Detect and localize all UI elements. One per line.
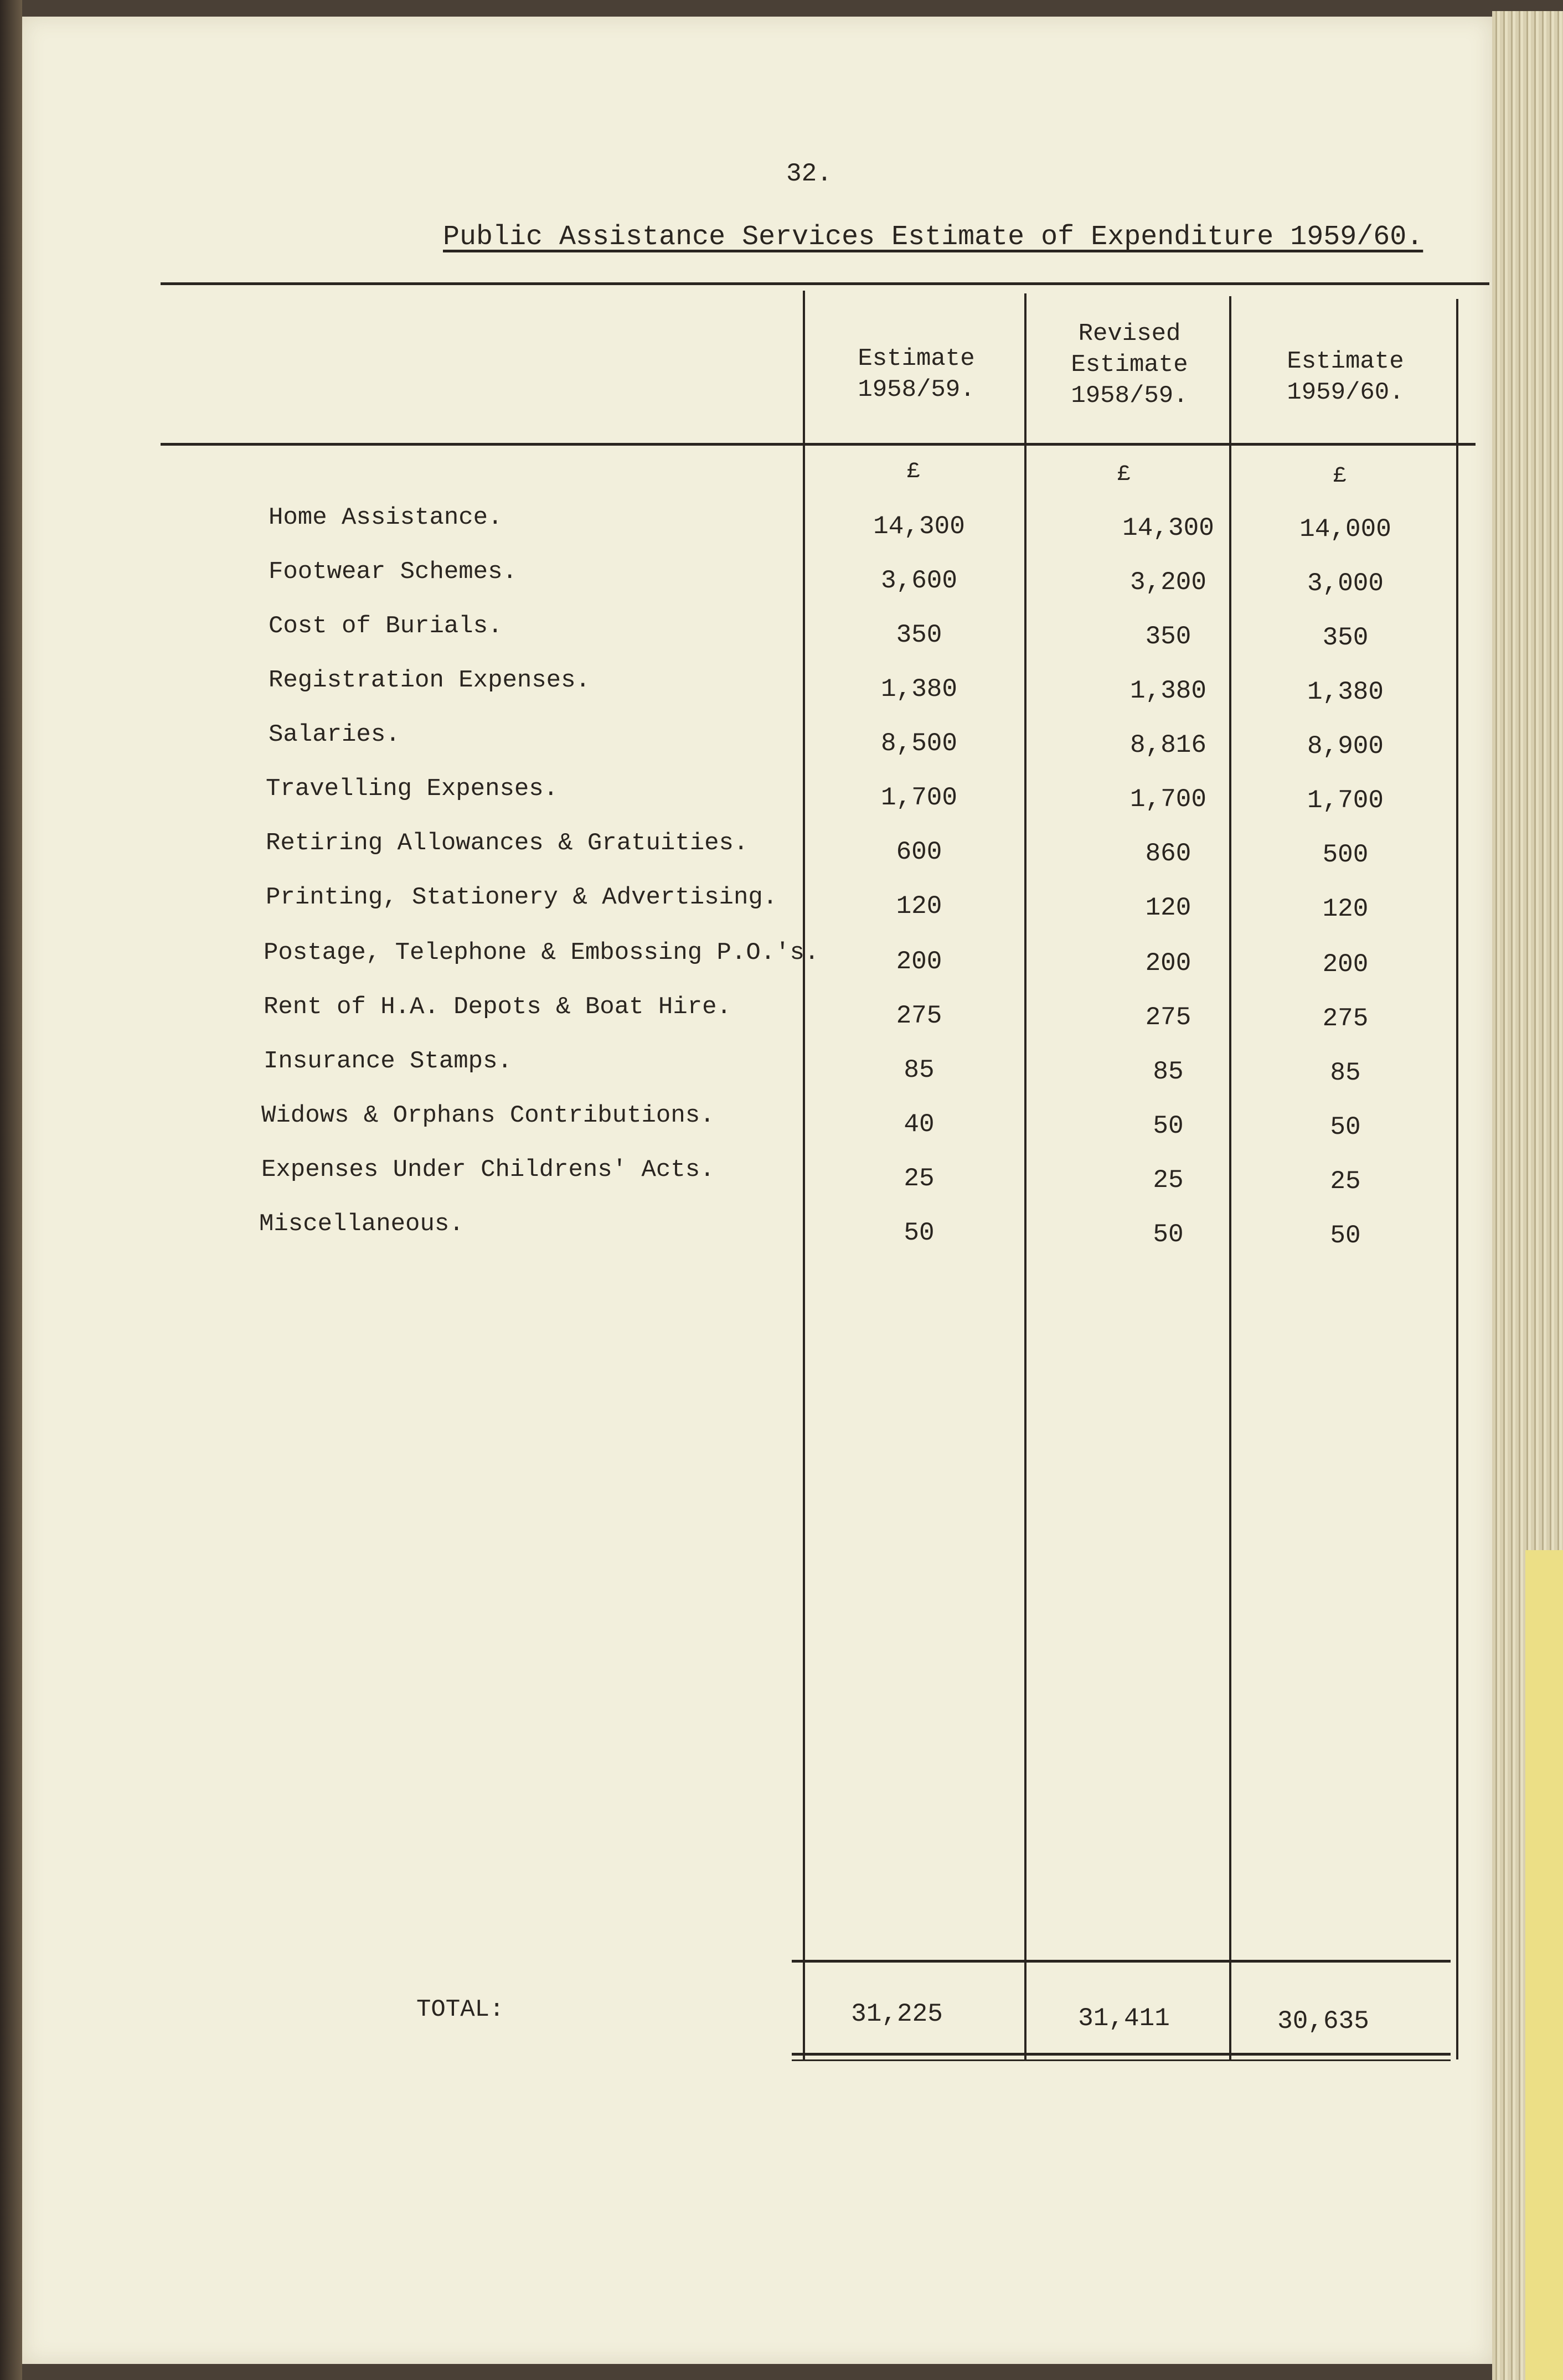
cell-value: 1,380: [880, 675, 958, 704]
column-divider-4: [1456, 299, 1458, 2059]
cell-value: 600: [896, 838, 942, 866]
cell-value: 25: [1330, 1167, 1361, 1196]
total-top-rule: [792, 1960, 1451, 1963]
cell-value: 50: [904, 1219, 935, 1247]
cell-value: 50: [1330, 1113, 1361, 1142]
cell-value: 50: [1330, 1221, 1361, 1250]
cell-value: 8,816: [1129, 731, 1207, 760]
cell-value: 120: [1322, 895, 1369, 923]
cell-value: 275: [896, 1001, 942, 1030]
header-bottom-rule: [161, 443, 1476, 446]
cell-value: 1,380: [1307, 678, 1384, 706]
total-label: TOTAL:: [416, 1996, 504, 2023]
cell-value: 50: [1153, 1220, 1184, 1249]
page-number: 32.: [786, 159, 832, 188]
total-value: 30,635: [1277, 2007, 1369, 2036]
cell-value: 860: [1145, 839, 1191, 868]
cell-value: 350: [896, 621, 942, 649]
cell-value: 1,700: [1129, 785, 1207, 814]
row-label: Printing, Stationery & Advertising.: [266, 884, 778, 911]
cell-value: 8,900: [1307, 732, 1384, 761]
cell-value: 200: [1322, 950, 1369, 979]
row-label: Insurance Stamps.: [264, 1047, 512, 1075]
currency-unit: £: [1333, 464, 1347, 489]
cell-value: 25: [1153, 1166, 1184, 1195]
cell-value: 1,700: [880, 783, 958, 812]
cell-value: 25: [904, 1164, 935, 1193]
currency-unit: £: [906, 460, 920, 484]
document-page: [22, 17, 1492, 2364]
row-label: Widows & Orphans Contributions.: [261, 1102, 715, 1129]
column-header: Revised Estimate 1958/59.: [1071, 320, 1188, 410]
column-divider-1: [803, 291, 805, 2059]
cell-value: 1,380: [1129, 677, 1207, 705]
currency-unit: £: [1117, 462, 1131, 487]
yellow-tab: [1525, 1550, 1563, 2380]
cell-value: 14,000: [1299, 515, 1391, 544]
cell-value: 14,300: [873, 512, 965, 541]
cell-value: 85: [904, 1056, 935, 1085]
total-bottom-rule: [792, 2053, 1451, 2056]
cell-value: 500: [1322, 840, 1369, 869]
cell-value: 85: [1153, 1057, 1184, 1086]
cell-value: 120: [1145, 894, 1191, 922]
cell-value: 350: [1322, 623, 1369, 652]
row-label: Salaries.: [269, 721, 400, 748]
column-header: Estimate 1958/59.: [858, 345, 975, 404]
cell-value: 40: [904, 1110, 935, 1139]
total-value: 31,411: [1078, 2004, 1170, 2033]
row-label: Home Assistance.: [269, 504, 503, 531]
row-label: Expenses Under Childrens' Acts.: [261, 1156, 715, 1184]
binding-edge: [0, 0, 22, 2380]
cell-value: 3,600: [880, 566, 958, 595]
total-double-rule: [792, 2059, 1451, 2061]
row-label: Cost of Burials.: [269, 612, 503, 640]
cell-value: 275: [1322, 1004, 1369, 1033]
row-label: Miscellaneous.: [259, 1210, 464, 1238]
cell-value: 3,000: [1307, 569, 1384, 598]
row-label: Travelling Expenses.: [266, 775, 559, 803]
row-label: Postage, Telephone & Embossing P.O.'s.: [264, 939, 819, 967]
row-label: Footwear Schemes.: [269, 558, 517, 586]
page-title: Public Assistance Services Estimate of Expenditure 1959/60.: [443, 221, 1423, 253]
cell-value: 3,200: [1129, 568, 1207, 597]
total-value: 31,225: [851, 2000, 943, 2028]
cell-value: 275: [1145, 1003, 1191, 1032]
column-divider-2: [1024, 293, 1026, 2059]
row-label: Retiring Allowances & Gratuities.: [266, 829, 749, 857]
row-label: Registration Expenses.: [269, 667, 590, 694]
table-top-rule: [161, 282, 1489, 285]
cell-value: 14,300: [1122, 514, 1214, 543]
column-header: Estimate 1959/60.: [1287, 348, 1404, 406]
cell-value: 200: [1145, 949, 1191, 978]
cell-value: 85: [1330, 1059, 1361, 1087]
cell-value: 350: [1145, 622, 1191, 651]
cell-value: 8,500: [880, 729, 958, 758]
cell-value: 200: [896, 947, 942, 976]
cell-value: 1,700: [1307, 786, 1384, 815]
cell-value: 50: [1153, 1112, 1184, 1140]
cell-value: 120: [896, 892, 942, 921]
row-label: Rent of H.A. Depots & Boat Hire.: [264, 993, 731, 1021]
